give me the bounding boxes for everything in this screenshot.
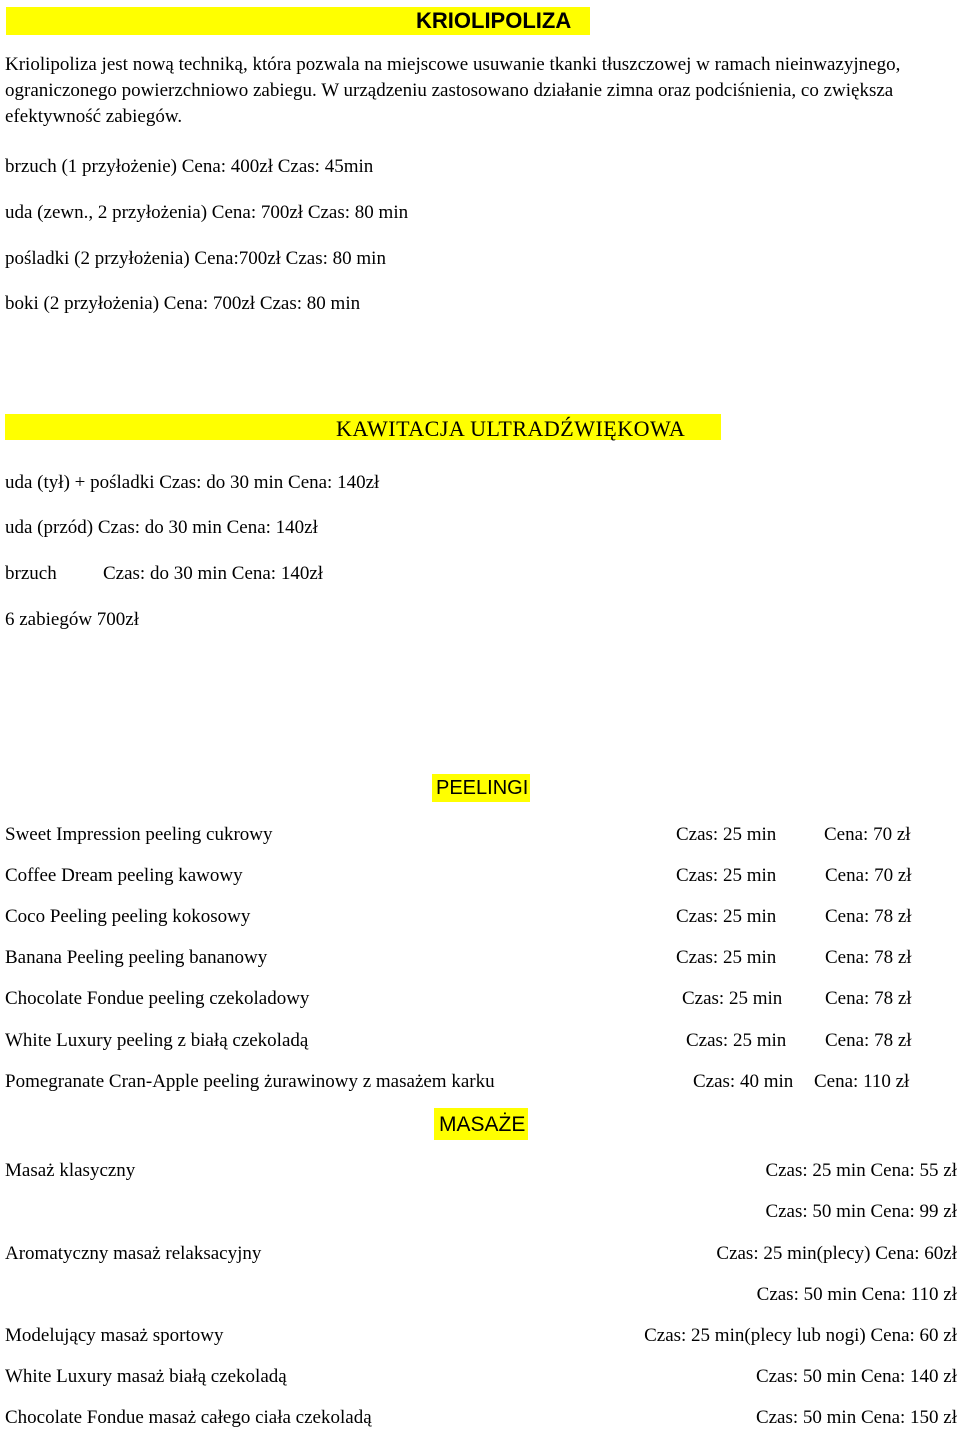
peelingi-title: PEELINGI bbox=[436, 777, 529, 799]
peeling-row-cena: Cena: 70 zł bbox=[825, 865, 912, 886]
kriolipoliza-item-boki: boki (2 przyłożenia) Cena: 700zł Czas: 80 min bbox=[5, 293, 361, 314]
peeling-row-cena: Cena: 78 zł bbox=[825, 947, 912, 968]
masaz-option: Czas: 50 min Cena: 110 zł bbox=[756, 1284, 957, 1305]
masaz-option: Czas: 25 min Cena: 55 zł bbox=[765, 1160, 957, 1181]
peeling-row-cena: Cena: 78 zł bbox=[825, 906, 912, 927]
masaz-option: Czas: 25 min(plecy lub nogi) Cena: 60 zł bbox=[644, 1325, 957, 1346]
kawitacja-item-uda-tyl: uda (tył) + pośladki Czas: do 30 min Cena: 140zł bbox=[5, 472, 380, 493]
peeling-row-czas: Czas: 25 min bbox=[682, 988, 783, 1009]
peeling-row-name: Banana Peeling peeling bananowy bbox=[5, 947, 268, 968]
peeling-row-cena: Cena: 78 zł bbox=[825, 988, 912, 1009]
kawitacja-package: 6 zabiegów 700zł bbox=[5, 609, 140, 630]
peeling-row-czas: Czas: 40 min bbox=[693, 1071, 794, 1092]
peeling-row-name: Coco Peeling peeling kokosowy bbox=[5, 906, 251, 927]
masaz-name-klasyczny: Masaż klasyczny bbox=[5, 1160, 136, 1181]
masaz-name-white-luxury: White Luxury masaż białą czekoladą bbox=[5, 1366, 287, 1387]
peeling-row-cena: Cena: 110 zł bbox=[814, 1071, 910, 1092]
kawitacja-item-brzuch-details: Czas: do 30 min Cena: 140zł bbox=[103, 563, 324, 584]
masaz-name-chocolate-fondue: Chocolate Fondue masaż całego ciała czekoladą bbox=[5, 1407, 372, 1428]
peeling-row-name: Coffee Dream peeling kawowy bbox=[5, 865, 243, 886]
kriolipoliza-intro: Kriolipoliza jest nową techniką, która pozwala na miejscowe usuwanie tkanki tłuszczowej w ramach nieinwazyjnego, ograniczonego powierzchniowo zabiegu. W urządzeniu zastosowano działanie zimna oraz podciśnienia, co zwiększa efektywność zabiegów. bbox=[5, 54, 901, 127]
kriolipoliza-title: KRIOLIPOLIZA bbox=[416, 8, 572, 33]
kawitacja-title: KAWITACJA ULTRADŹWIĘKOWA bbox=[336, 416, 686, 441]
masaz-option: Czas: 25 min(plecy) Cena: 60zł bbox=[716, 1243, 957, 1264]
peeling-row-name: White Luxury peeling z białą czekoladą bbox=[5, 1030, 309, 1051]
peeling-row-name: Pomegranate Cran-Apple peeling żurawinowy z masażem karku bbox=[5, 1071, 495, 1092]
peeling-row-name: Sweet Impression peeling cukrowy bbox=[5, 824, 273, 845]
peeling-row-name: Chocolate Fondue peeling czekoladowy bbox=[5, 988, 310, 1009]
masaz-option: Czas: 50 min Cena: 150 zł bbox=[755, 1407, 957, 1428]
masaz-name-aromatyczny: Aromatyczny masaż relaksacyjny bbox=[5, 1243, 262, 1264]
kriolipoliza-item-uda: uda (zewn., 2 przyłożenia) Cena: 700zł Czas: 80 min bbox=[5, 202, 409, 223]
masaz-option: Czas: 50 min Cena: 140 zł bbox=[755, 1366, 957, 1387]
peeling-row-czas: Czas: 25 min bbox=[676, 906, 777, 927]
kriolipoliza-item-brzuch: brzuch (1 przyłożenie) Cena: 400zł Czas: 45min bbox=[5, 156, 374, 177]
masaze-title: MASAŻE bbox=[439, 1113, 526, 1136]
peeling-row-czas: Czas: 25 min bbox=[676, 947, 777, 968]
peeling-row-cena: Cena: 70 zł bbox=[824, 824, 911, 845]
peeling-row-cena: Cena: 78 zł bbox=[825, 1030, 912, 1051]
peeling-row-czas: Czas: 25 min bbox=[676, 824, 777, 845]
kriolipoliza-item-posladki: pośladki (2 przyłożenia) Cena:700zł Czas: 80 min bbox=[5, 248, 386, 269]
peeling-row-czas: Czas: 25 min bbox=[686, 1030, 787, 1051]
kawitacja-item-brzuch: brzuch bbox=[5, 563, 57, 584]
masaz-option: Czas: 50 min Cena: 99 zł bbox=[765, 1201, 957, 1222]
peeling-row-czas: Czas: 25 min bbox=[676, 865, 777, 886]
kawitacja-item-uda-przod: uda (przód) Czas: do 30 min Cena: 140zł bbox=[5, 517, 318, 538]
masaz-name-sportowy: Modelujący masaż sportowy bbox=[5, 1325, 224, 1346]
